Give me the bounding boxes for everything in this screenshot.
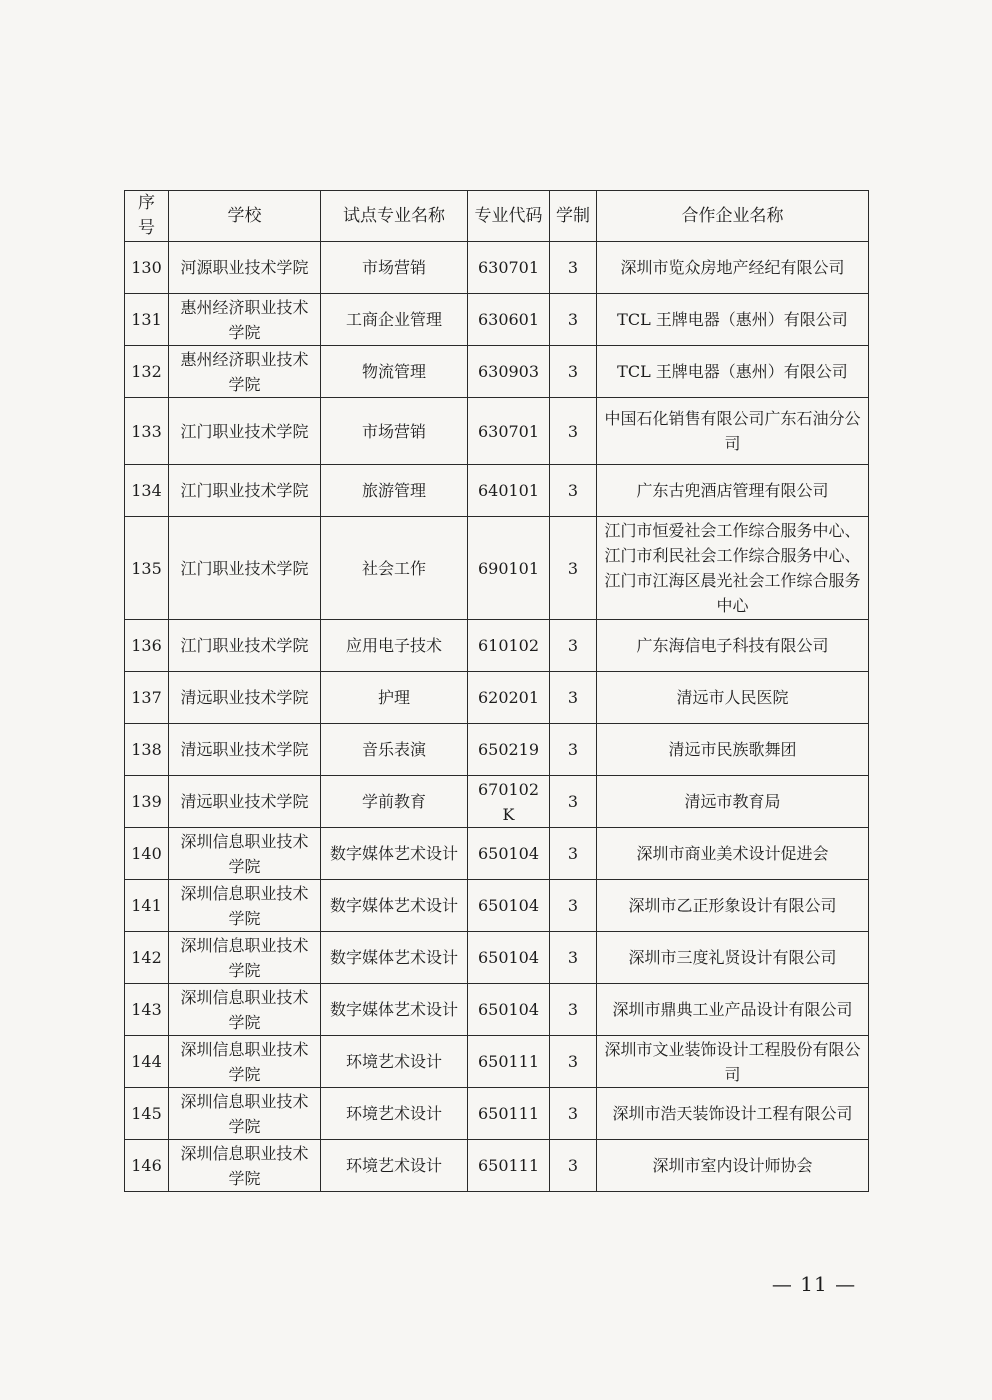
cell-enterprise: 深圳市室内设计师协会 [597, 1140, 869, 1192]
cell-enterprise: 深圳市浩天装饰设计工程有限公司 [597, 1088, 869, 1140]
cell-school: 深圳信息职业技术学院 [169, 1088, 321, 1140]
cell-length: 3 [550, 517, 597, 620]
cell-no: 143 [125, 984, 169, 1036]
cell-major: 工商企业管理 [321, 294, 468, 346]
cell-school: 江门职业技术学院 [169, 465, 321, 517]
cell-enterprise: TCL 王牌电器（惠州）有限公司 [597, 346, 869, 398]
cell-code: 650104 [468, 880, 550, 932]
header-school: 学校 [169, 191, 321, 242]
cell-enterprise: 江门市恒爱社会工作综合服务中心、江门市利民社会工作综合服务中心、江门市江海区晨光社会工作综合服务中心 [597, 517, 869, 620]
table-row [125, 517, 869, 620]
cell-code: 650104 [468, 932, 550, 984]
cell-code: 690101 [468, 517, 550, 620]
cell-major: 环境艺术设计 [321, 1036, 468, 1088]
cell-major: 社会工作 [321, 517, 468, 620]
cell-no: 134 [125, 465, 169, 517]
cell-code: 630903 [468, 346, 550, 398]
table-row [125, 724, 869, 776]
cell-no: 146 [125, 1140, 169, 1192]
cell-major: 应用电子技术 [321, 620, 468, 672]
cell-no: 132 [125, 346, 169, 398]
cell-enterprise: 深圳市鼎典工业产品设计有限公司 [597, 984, 869, 1036]
cell-no: 138 [125, 724, 169, 776]
cell-code: 610102 [468, 620, 550, 672]
cell-no: 137 [125, 672, 169, 724]
cell-no: 144 [125, 1036, 169, 1088]
cell-enterprise: 深圳市商业美术设计促进会 [597, 828, 869, 880]
cell-major: 学前教育 [321, 776, 468, 828]
cell-length: 3 [550, 984, 597, 1036]
cell-major: 数字媒体艺术设计 [321, 828, 468, 880]
table-row [125, 294, 869, 346]
cell-school: 清远职业技术学院 [169, 724, 321, 776]
cell-school: 清远职业技术学院 [169, 776, 321, 828]
table-row [125, 984, 869, 1036]
header-code: 专业代码 [468, 191, 550, 242]
cell-school: 惠州经济职业技术学院 [169, 294, 321, 346]
cell-major: 音乐表演 [321, 724, 468, 776]
cell-school: 清远职业技术学院 [169, 672, 321, 724]
table-row [125, 1140, 869, 1192]
cell-length: 3 [550, 932, 597, 984]
cell-code: 650219 [468, 724, 550, 776]
table-row [125, 672, 869, 724]
cell-code: 650111 [468, 1036, 550, 1088]
table-header-row [125, 191, 869, 242]
cell-enterprise: 深圳市文业装饰设计工程股份有限公司 [597, 1036, 869, 1088]
cell-code: 630601 [468, 294, 550, 346]
cell-school: 深圳信息职业技术学院 [169, 984, 321, 1036]
cell-code: 630701 [468, 242, 550, 294]
cell-major: 数字媒体艺术设计 [321, 984, 468, 1036]
cell-enterprise: 清远市民族歌舞团 [597, 724, 869, 776]
cell-school: 江门职业技术学院 [169, 620, 321, 672]
cell-major: 环境艺术设计 [321, 1088, 468, 1140]
cell-length: 3 [550, 1088, 597, 1140]
cell-school: 深圳信息职业技术学院 [169, 932, 321, 984]
cell-enterprise: 广东古兜酒店管理有限公司 [597, 465, 869, 517]
cell-code: 640101 [468, 465, 550, 517]
cell-length: 3 [550, 828, 597, 880]
cell-code: 650104 [468, 984, 550, 1036]
table-row [125, 880, 869, 932]
cell-enterprise: 中国石化销售有限公司广东石油分公司 [597, 398, 869, 465]
cell-code: 650111 [468, 1088, 550, 1140]
cell-enterprise: 清远市人民医院 [597, 672, 869, 724]
cell-length: 3 [550, 465, 597, 517]
table-row [125, 1088, 869, 1140]
cell-no: 130 [125, 242, 169, 294]
header-enterprise: 合作企业名称 [597, 191, 869, 242]
cell-code: 650104 [468, 828, 550, 880]
cell-no: 141 [125, 880, 169, 932]
cell-major: 物流管理 [321, 346, 468, 398]
cell-major: 环境艺术设计 [321, 1140, 468, 1192]
header-major: 试点专业名称 [321, 191, 468, 242]
cell-school: 惠州经济职业技术学院 [169, 346, 321, 398]
cell-code: 620201 [468, 672, 550, 724]
cell-length: 3 [550, 880, 597, 932]
cell-enterprise: 广东海信电子科技有限公司 [597, 620, 869, 672]
cell-school: 深圳信息职业技术学院 [169, 828, 321, 880]
cell-length: 3 [550, 242, 597, 294]
cell-no: 135 [125, 517, 169, 620]
table-row [125, 398, 869, 465]
cell-enterprise: TCL 王牌电器（惠州）有限公司 [597, 294, 869, 346]
cell-enterprise: 深圳市乙正形象设计有限公司 [597, 880, 869, 932]
table-row [125, 776, 869, 828]
cell-no: 139 [125, 776, 169, 828]
table-row [125, 242, 869, 294]
cell-length: 3 [550, 776, 597, 828]
cell-length: 3 [550, 294, 597, 346]
cell-code: 670102K [468, 776, 550, 828]
table-row [125, 620, 869, 672]
table-row [125, 465, 869, 517]
cell-major: 数字媒体艺术设计 [321, 932, 468, 984]
cell-no: 145 [125, 1088, 169, 1140]
table-row [125, 932, 869, 984]
cell-no: 131 [125, 294, 169, 346]
cell-major: 市场营销 [321, 398, 468, 465]
cell-school: 深圳信息职业技术学院 [169, 1036, 321, 1088]
cell-school: 江门职业技术学院 [169, 517, 321, 620]
table-row [125, 1036, 869, 1088]
cell-enterprise: 深圳市三度礼贤设计有限公司 [597, 932, 869, 984]
cell-school: 深圳信息职业技术学院 [169, 880, 321, 932]
cell-length: 3 [550, 398, 597, 465]
cell-length: 3 [550, 346, 597, 398]
cell-school: 河源职业技术学院 [169, 242, 321, 294]
cell-length: 3 [550, 1036, 597, 1088]
cell-major: 数字媒体艺术设计 [321, 880, 468, 932]
header-no: 序号 [125, 191, 169, 242]
cell-major: 市场营销 [321, 242, 468, 294]
cell-length: 3 [550, 672, 597, 724]
cell-no: 142 [125, 932, 169, 984]
cell-length: 3 [550, 724, 597, 776]
cell-school: 深圳信息职业技术学院 [169, 1140, 321, 1192]
table-row [125, 346, 869, 398]
cell-enterprise: 深圳市览众房地产经纪有限公司 [597, 242, 869, 294]
cell-no: 133 [125, 398, 169, 465]
pilot-major-table [124, 190, 869, 1192]
header-length: 学制 [550, 191, 597, 242]
table-row [125, 828, 869, 880]
cell-enterprise: 清远市教育局 [597, 776, 869, 828]
cell-major: 护理 [321, 672, 468, 724]
cell-school: 江门职业技术学院 [169, 398, 321, 465]
cell-no: 136 [125, 620, 169, 672]
cell-no: 140 [125, 828, 169, 880]
page-number: — 11 — [771, 1272, 857, 1296]
cell-length: 3 [550, 620, 597, 672]
cell-code: 650111 [468, 1140, 550, 1192]
cell-code: 630701 [468, 398, 550, 465]
cell-length: 3 [550, 1140, 597, 1192]
cell-major: 旅游管理 [321, 465, 468, 517]
